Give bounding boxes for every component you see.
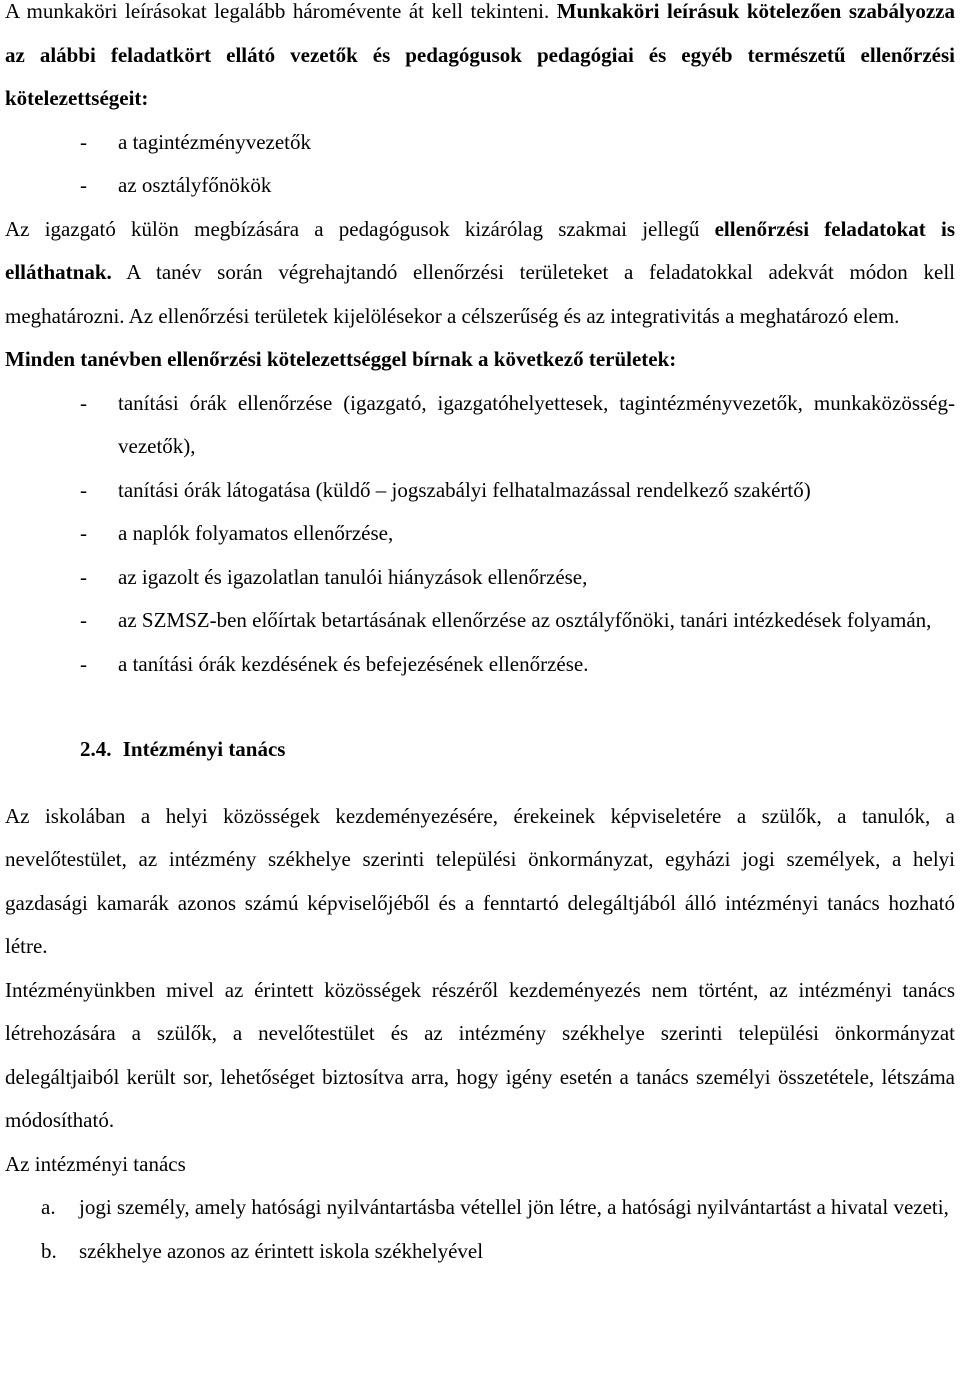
- list-item-text: a tanítási órák kezdésének és befejezésének ellenőrzése.: [118, 651, 589, 676]
- list-marker: -: [80, 608, 87, 632]
- document-page: [5, 0, 955, 1273]
- paragraph-council-institution: Intézményünkben mivel az érintett közösségek részéről kezdeményezés nem történt, az intézményi tanács létrehozására a szülők, a nevelőtestület és az intézmény székhelye szerinti települési önkormányzat delegáltjaiból került sor, lehetőséget biztosítva arra, hogy igény esetén a tanács személyi összetétele, létszáma módosítható.: [5, 977, 955, 1132]
- list-item-text: az SZMSZ-ben előírtak betartásának ellenőrzése az osztályfőnöki, tanári intézkedések folyamán,: [118, 608, 932, 632]
- list-item-text: jogi személy, amely hatósági nyilvántartásba vétellel jön létre, a hatósági nyilvántartást a hivatal vezeti,: [79, 1195, 949, 1219]
- list-item-text: székhelye azonos az érintett iskola székhelyével: [79, 1238, 484, 1263]
- list-marker: -: [80, 651, 87, 676]
- list-item: [5, 1230, 955, 1274]
- list-marker: a.: [41, 1195, 56, 1219]
- job-descriptions-text: A munkaköri leírásokat legalább háromévente át kell tekinteni.: [5, 0, 557, 23]
- list-item: [5, 469, 955, 513]
- control-areas-text-2: A tanév során végrehajtandó ellenőrzési területeket a feladatokkal adekvát módon kell meghatározni. Az ellenőrzési területek kijelölésekor a célszerűség és az integrativitás a meghatározó elem.: [5, 260, 955, 328]
- list-item-text: a naplók folyamatos ellenőrzése,: [118, 521, 394, 545]
- list-marker: b.: [41, 1238, 57, 1263]
- list-item-text: tanítási órák ellenőrzése (igazgató, igazgatóhelyettesek, tagintézményvezetők, munkaközösség-vezetők),: [118, 390, 955, 458]
- list-marker: -: [80, 521, 87, 545]
- paragraph-council-intro: Az intézményi tanács: [5, 1151, 186, 1176]
- control-areas-bold: ellenőrzési feladatokat is elláthatnak.: [5, 216, 955, 284]
- list-item: [5, 643, 955, 687]
- job-descriptions-bold: Munkaköri leírásuk kötelezően szabályozza az alábbi feladatkört ellátó vezetők és pedagógusok pedagógiai és egyéb természetű ellenőrzési kötelezettségeit:: [5, 0, 955, 110]
- list-item: [5, 382, 955, 469]
- section-number: 2.4.: [80, 737, 112, 761]
- list-item-text: az igazolt és igazolatlan tanulói hiányzások ellenőrzése,: [118, 564, 588, 589]
- section-heading: [5, 728, 955, 772]
- list-item: [5, 1186, 955, 1230]
- paragraph-job-descriptions: [5, 0, 955, 121]
- paragraph-council-formation: Az iskolában a helyi közösségek kezdeményezésére, érekeinek képviseletére a szülők, a tanulók, a nevelőtestület, az intézmény székhelye szerinti települési önkormányzat, egyházi jogi személyek, a helyi gazdasági kamarák azonos számú képviselőjéből és a fenntartó delegáltjából álló intézményi tanács hozható létre.: [5, 803, 955, 958]
- list-item: [5, 599, 955, 643]
- list-item: [5, 556, 955, 600]
- list-marker: -: [80, 564, 87, 589]
- section-title: Intézményi tanács: [122, 737, 286, 761]
- list-marker: -: [80, 390, 87, 415]
- list-item: [5, 164, 955, 208]
- control-areas-text-1: Az igazgató külön megbízására a pedagógusok kizárólag szakmai jellegű: [5, 216, 715, 241]
- list-item: [5, 121, 955, 165]
- list-item-text: tanítási órák látogatása (küldő – jogszabályi felhatalmazással rendelkező szakértő): [118, 477, 811, 502]
- list-marker: -: [80, 129, 87, 154]
- paragraph-annual-control: [5, 338, 955, 382]
- spacer: [5, 774, 955, 795]
- paragraph-control-areas: [5, 208, 955, 339]
- spacer: [5, 686, 955, 728]
- annual-control-bold: Minden tanévben ellenőrzési kötelezettséggel bírnak a következő területek:: [5, 347, 677, 371]
- list-marker: -: [80, 173, 87, 197]
- list-item-text: az osztályfőnökök: [118, 173, 272, 197]
- list-item-text: a tagintézményvezetők: [118, 129, 311, 154]
- list-item: [5, 512, 955, 556]
- list-marker: -: [80, 477, 87, 502]
